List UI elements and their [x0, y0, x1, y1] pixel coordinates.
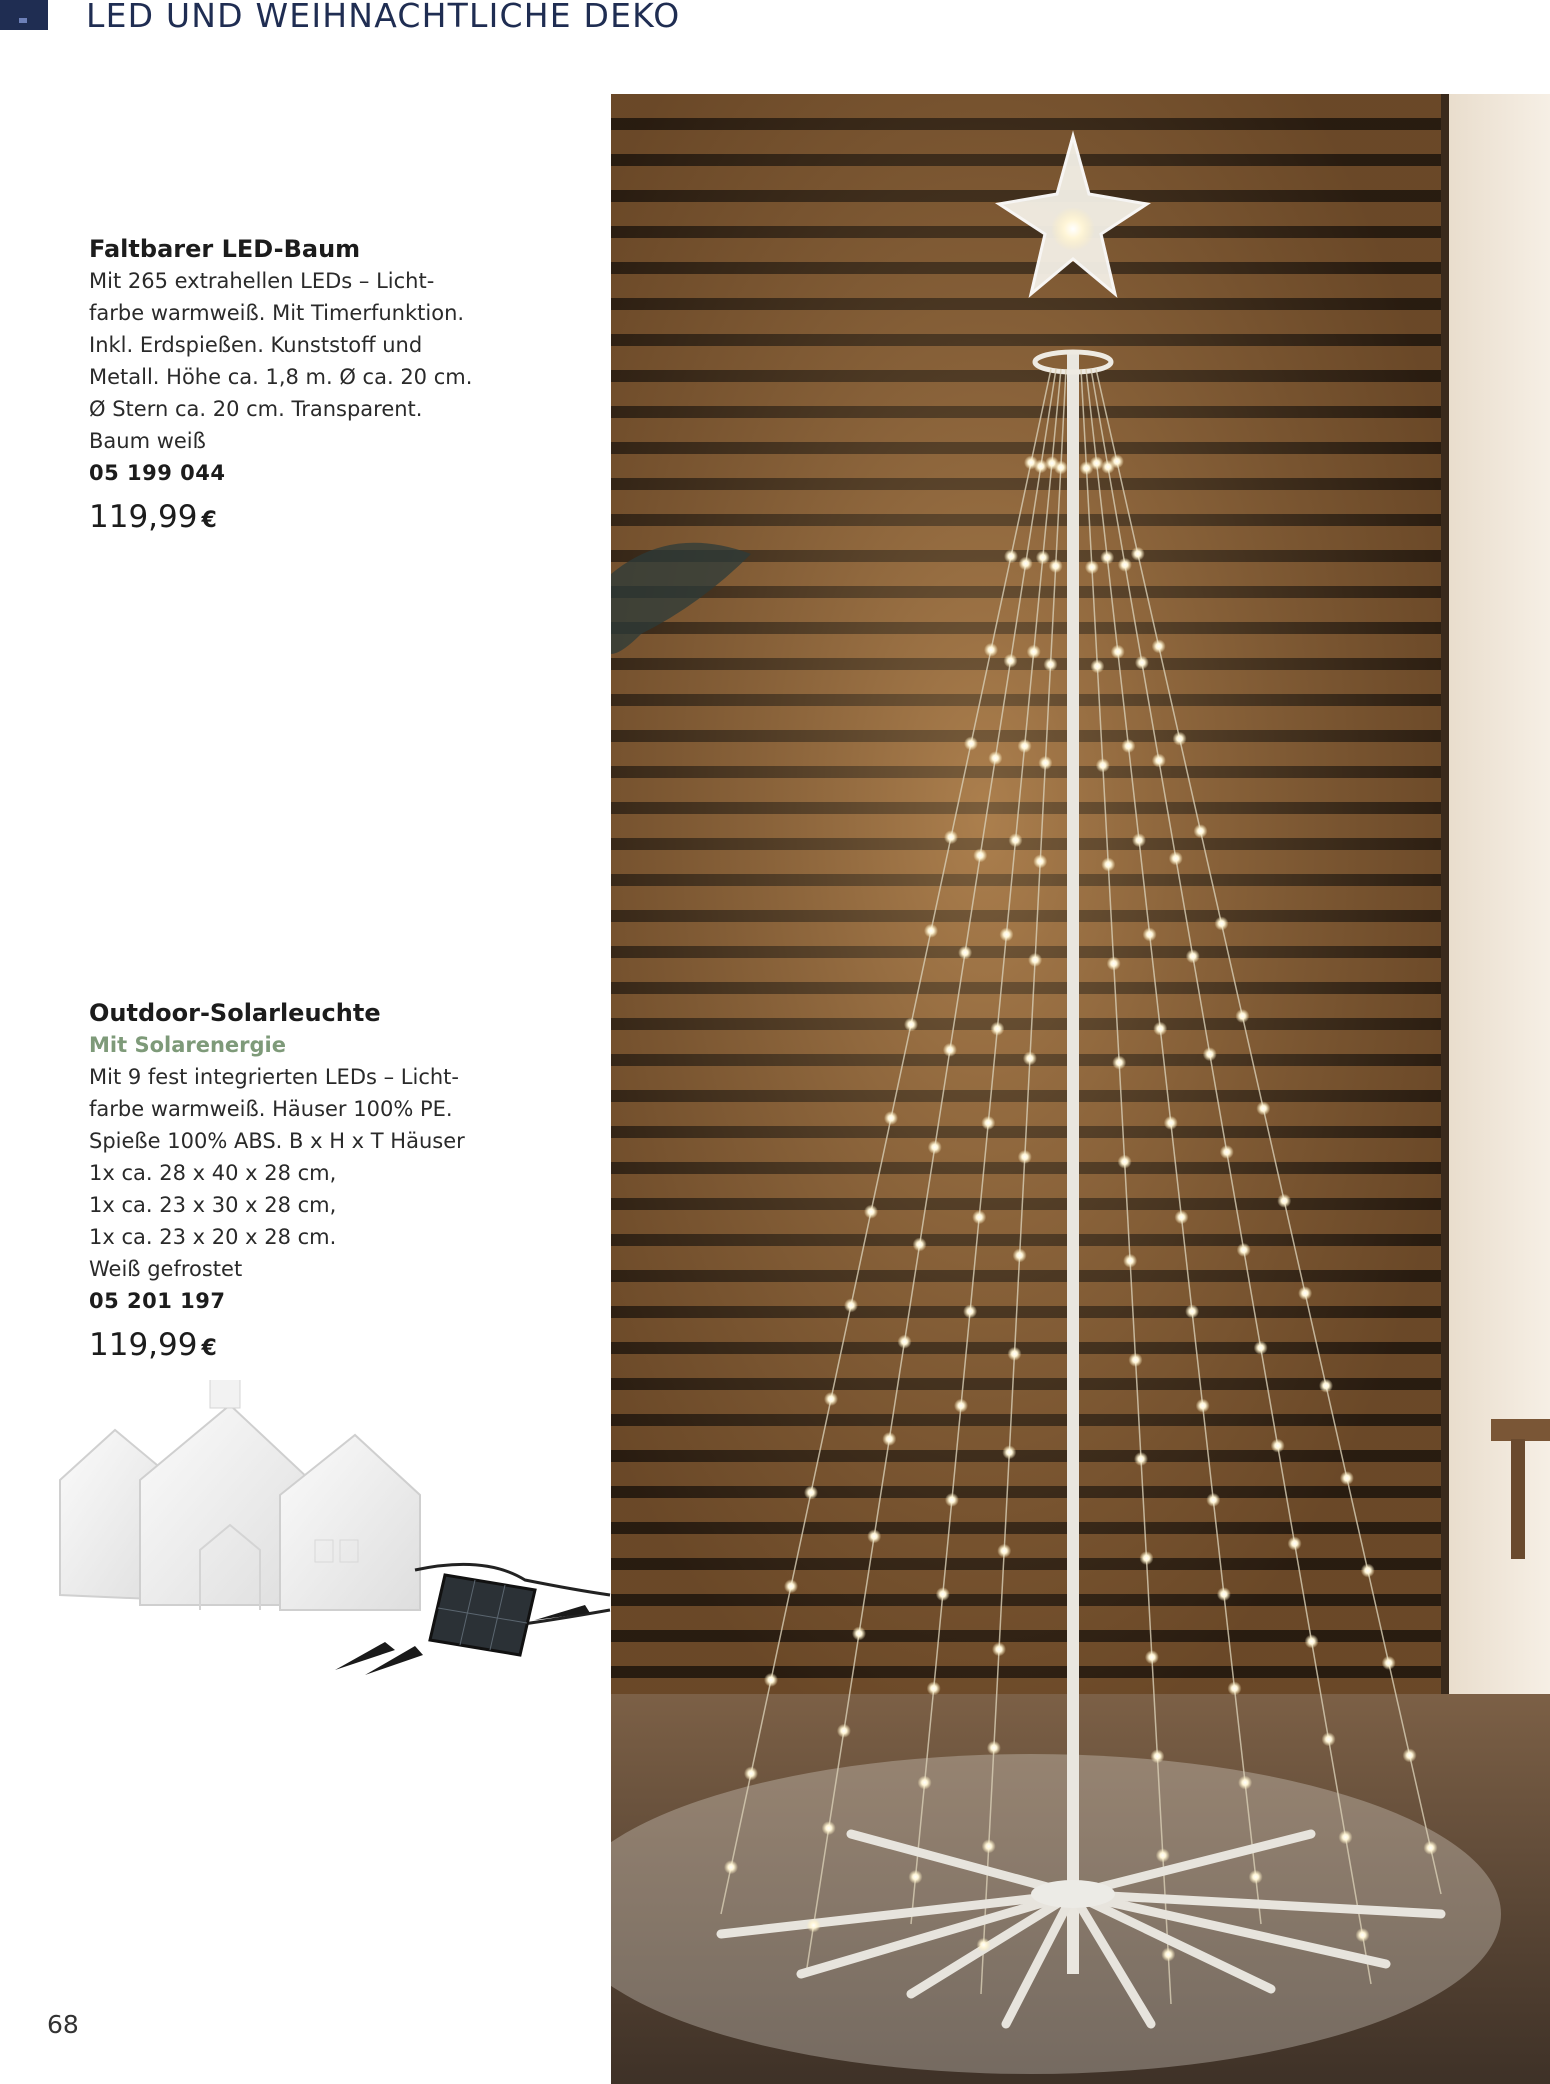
- led-bulb: [1194, 824, 1208, 838]
- led-bulb: [1096, 758, 1110, 772]
- led-bulb: [1152, 639, 1166, 653]
- led-bulb: [1235, 1009, 1249, 1023]
- led-bulb: [1101, 858, 1115, 872]
- led-bulb: [1277, 1194, 1291, 1208]
- led-bulb: [1185, 1304, 1199, 1318]
- led-bulb: [1009, 833, 1023, 847]
- led-bulb: [1033, 854, 1047, 868]
- led-bulb: [724, 1860, 738, 1874]
- led-bulb: [1298, 1286, 1312, 1300]
- led-bulb: [924, 924, 938, 938]
- led-bulb: [1340, 1471, 1354, 1485]
- description-line: Mit 9 fest integrierten LEDs – Licht-: [89, 1065, 459, 1089]
- led-bulb: [1161, 1948, 1175, 1962]
- price-value: 119,99: [89, 499, 198, 535]
- led-bulb: [864, 1205, 878, 1219]
- led-bulb: [1044, 658, 1058, 672]
- led-bulb: [1186, 949, 1200, 963]
- led-bulb: [1038, 756, 1052, 770]
- led-tree-photo: [611, 94, 1550, 2084]
- led-bulb: [1156, 1848, 1170, 1862]
- led-bulb: [904, 1018, 918, 1032]
- led-bulb: [1004, 549, 1018, 563]
- led-bulb: [1152, 754, 1166, 768]
- led-bulb: [1249, 1870, 1263, 1884]
- led-bulb: [884, 1111, 898, 1125]
- description-line: 1x ca. 28 x 40 x 28 cm,: [89, 1161, 337, 1185]
- led-bulb: [1090, 659, 1104, 673]
- led-bulb: [1206, 1493, 1220, 1507]
- article-number: 05 199 044: [89, 461, 226, 485]
- led-bulb: [1134, 1452, 1148, 1466]
- led-bulb: [1118, 558, 1132, 572]
- price: [89, 1325, 609, 1369]
- led-bulb: [1322, 1732, 1336, 1746]
- description-line: Spieße 100% ABS. B x H x T Häuser: [89, 1129, 465, 1153]
- led-bulb: [882, 1432, 896, 1446]
- description-line: farbe warmweiß. Mit Timerfunktion.: [89, 301, 465, 325]
- led-bulb: [1107, 957, 1121, 971]
- led-bulb: [1111, 645, 1125, 659]
- led-bulb: [954, 1399, 968, 1413]
- description-line: Weiß gefrostet: [89, 1257, 243, 1281]
- led-bulb: [1228, 1681, 1242, 1695]
- led-bulb: [1254, 1341, 1268, 1355]
- led-bulb: [898, 1335, 912, 1349]
- led-bulb: [844, 1298, 858, 1312]
- led-bulb: [1036, 551, 1050, 565]
- led-bulb: [1100, 551, 1114, 565]
- led-bulb: [804, 1486, 818, 1500]
- led-bulb: [822, 1821, 836, 1835]
- led-bulb: [972, 1210, 986, 1224]
- led-bulb: [1305, 1634, 1319, 1648]
- product-name: Outdoor-Solarleuchte: [89, 999, 381, 1027]
- led-bulb: [1203, 1047, 1217, 1061]
- led-bulb: [1237, 1243, 1251, 1257]
- led-bulb: [1121, 739, 1135, 753]
- page-number: 68: [47, 2010, 79, 2039]
- product-led-tree: [89, 233, 609, 541]
- led-bulb: [1018, 1150, 1032, 1164]
- price: [89, 497, 609, 541]
- led-bulb: [852, 1627, 866, 1641]
- flag-icon: [19, 18, 27, 23]
- led-bulb: [1319, 1379, 1333, 1393]
- led-bulb: [1164, 1116, 1178, 1130]
- description-line: farbe warmweiß. Häuser 100% PE.: [89, 1097, 453, 1121]
- led-bulb: [1140, 1551, 1154, 1565]
- description-line: Ø Stern ca. 20 cm. Transparent.: [89, 397, 423, 421]
- led-bulb: [1145, 1650, 1159, 1664]
- led-bulb: [1288, 1537, 1302, 1551]
- led-bulb: [1361, 1564, 1375, 1578]
- led-bulb: [964, 737, 978, 751]
- led-bulb: [807, 1918, 821, 1932]
- product-name: Faltbarer LED-Baum: [89, 235, 361, 263]
- led-bulb: [1424, 1841, 1438, 1855]
- product-subtitle: Mit Solarenergie: [89, 1033, 286, 1057]
- led-bulb: [958, 946, 972, 960]
- price-value: 119,99: [89, 1327, 198, 1363]
- led-bulb: [1028, 953, 1042, 967]
- led-bulb: [1027, 645, 1041, 659]
- led-bulb: [1008, 1347, 1022, 1361]
- led-bulb: [909, 1870, 923, 1884]
- led-bulb: [1217, 1587, 1231, 1601]
- led-bulb: [990, 1022, 1004, 1036]
- led-bulb: [1131, 547, 1145, 561]
- led-bulb: [1238, 1776, 1252, 1790]
- led-bulb: [1000, 928, 1014, 942]
- led-bulb: [764, 1673, 778, 1687]
- led-bulb: [1271, 1439, 1285, 1453]
- led-bulb: [982, 1839, 996, 1853]
- led-bulb: [1215, 917, 1229, 931]
- led-bulb: [1143, 928, 1157, 942]
- led-bulb: [1339, 1830, 1353, 1844]
- led-bulb: [1002, 1445, 1016, 1459]
- led-bulb: [992, 1642, 1006, 1656]
- led-bulb: [988, 751, 1002, 765]
- product-solar-light: [89, 997, 609, 1369]
- led-bulb: [1175, 1210, 1189, 1224]
- description-line: Metall. Höhe ca. 1,8 m. Ø ca. 20 cm.: [89, 365, 473, 389]
- led-bulb: [1173, 732, 1187, 746]
- led-bulb: [943, 1043, 957, 1057]
- header-color-bar: [0, 0, 48, 30]
- product-description: [89, 265, 609, 457]
- led-bulb: [945, 1493, 959, 1507]
- led-bulb: [837, 1724, 851, 1738]
- led-bulb: [1018, 739, 1032, 753]
- description-line: Baum weiß: [89, 429, 206, 453]
- led-bulb: [1129, 1353, 1143, 1367]
- currency-symbol: €: [201, 1336, 217, 1361]
- led-bulb: [936, 1587, 950, 1601]
- led-bulb: [1256, 1101, 1270, 1115]
- led-bulb: [1403, 1748, 1417, 1762]
- led-bulb: [1019, 557, 1033, 571]
- description-line: 1x ca. 23 x 30 x 28 cm,: [89, 1193, 337, 1217]
- led-bulb: [918, 1776, 932, 1790]
- led-bulb: [981, 1116, 995, 1130]
- led-bulb: [977, 1938, 991, 1952]
- led-bulb: [1013, 1248, 1027, 1262]
- led-bulb: [963, 1304, 977, 1318]
- led-tree-illustration: [611, 94, 1550, 2084]
- article-number: 05 201 197: [89, 1289, 226, 1313]
- product-description: [89, 1061, 609, 1285]
- led-bulb: [1132, 833, 1146, 847]
- led-bulb: [1054, 461, 1068, 475]
- led-bulb: [973, 848, 987, 862]
- led-bulb: [1356, 1928, 1370, 1942]
- description-line: Inkl. Erdspießen. Kunststoff und: [89, 333, 423, 357]
- led-bulb: [1169, 851, 1183, 865]
- led-bulb: [1150, 1749, 1164, 1763]
- led-bulb: [928, 1140, 942, 1154]
- led-bulb: [1135, 656, 1149, 670]
- led-bulb: [784, 1579, 798, 1593]
- led-bulb: [1023, 1051, 1037, 1065]
- led-bulb: [1196, 1399, 1210, 1413]
- led-bulb: [1085, 560, 1099, 574]
- led-bulb: [1110, 454, 1124, 468]
- led-bulb: [1123, 1254, 1137, 1268]
- description-line: 1x ca. 23 x 20 x 28 cm.: [89, 1225, 337, 1249]
- led-bulb: [987, 1741, 1001, 1755]
- led-bulb: [1004, 654, 1018, 668]
- led-bulb: [927, 1681, 941, 1695]
- led-bulb: [984, 643, 998, 657]
- led-bulb: [744, 1767, 758, 1781]
- led-bulb: [997, 1544, 1011, 1558]
- led-bulb: [913, 1238, 927, 1252]
- page-title: LED UND WEIHNACHTLICHE DEKO: [86, 0, 681, 35]
- led-bulb: [867, 1529, 881, 1543]
- led-bulb: [1118, 1155, 1132, 1169]
- led-bulb: [1153, 1022, 1167, 1036]
- led-bulb: [1382, 1656, 1396, 1670]
- led-bulb: [1220, 1145, 1234, 1159]
- description-line: Mit 265 extrahellen LEDs – Licht-: [89, 269, 435, 293]
- led-bulb: [1112, 1056, 1126, 1070]
- led-bulb: [944, 830, 958, 844]
- led-bulb: [824, 1392, 838, 1406]
- solar-houses-image: [55, 1380, 615, 1680]
- currency-symbol: €: [201, 508, 217, 533]
- led-bulb: [1049, 559, 1063, 573]
